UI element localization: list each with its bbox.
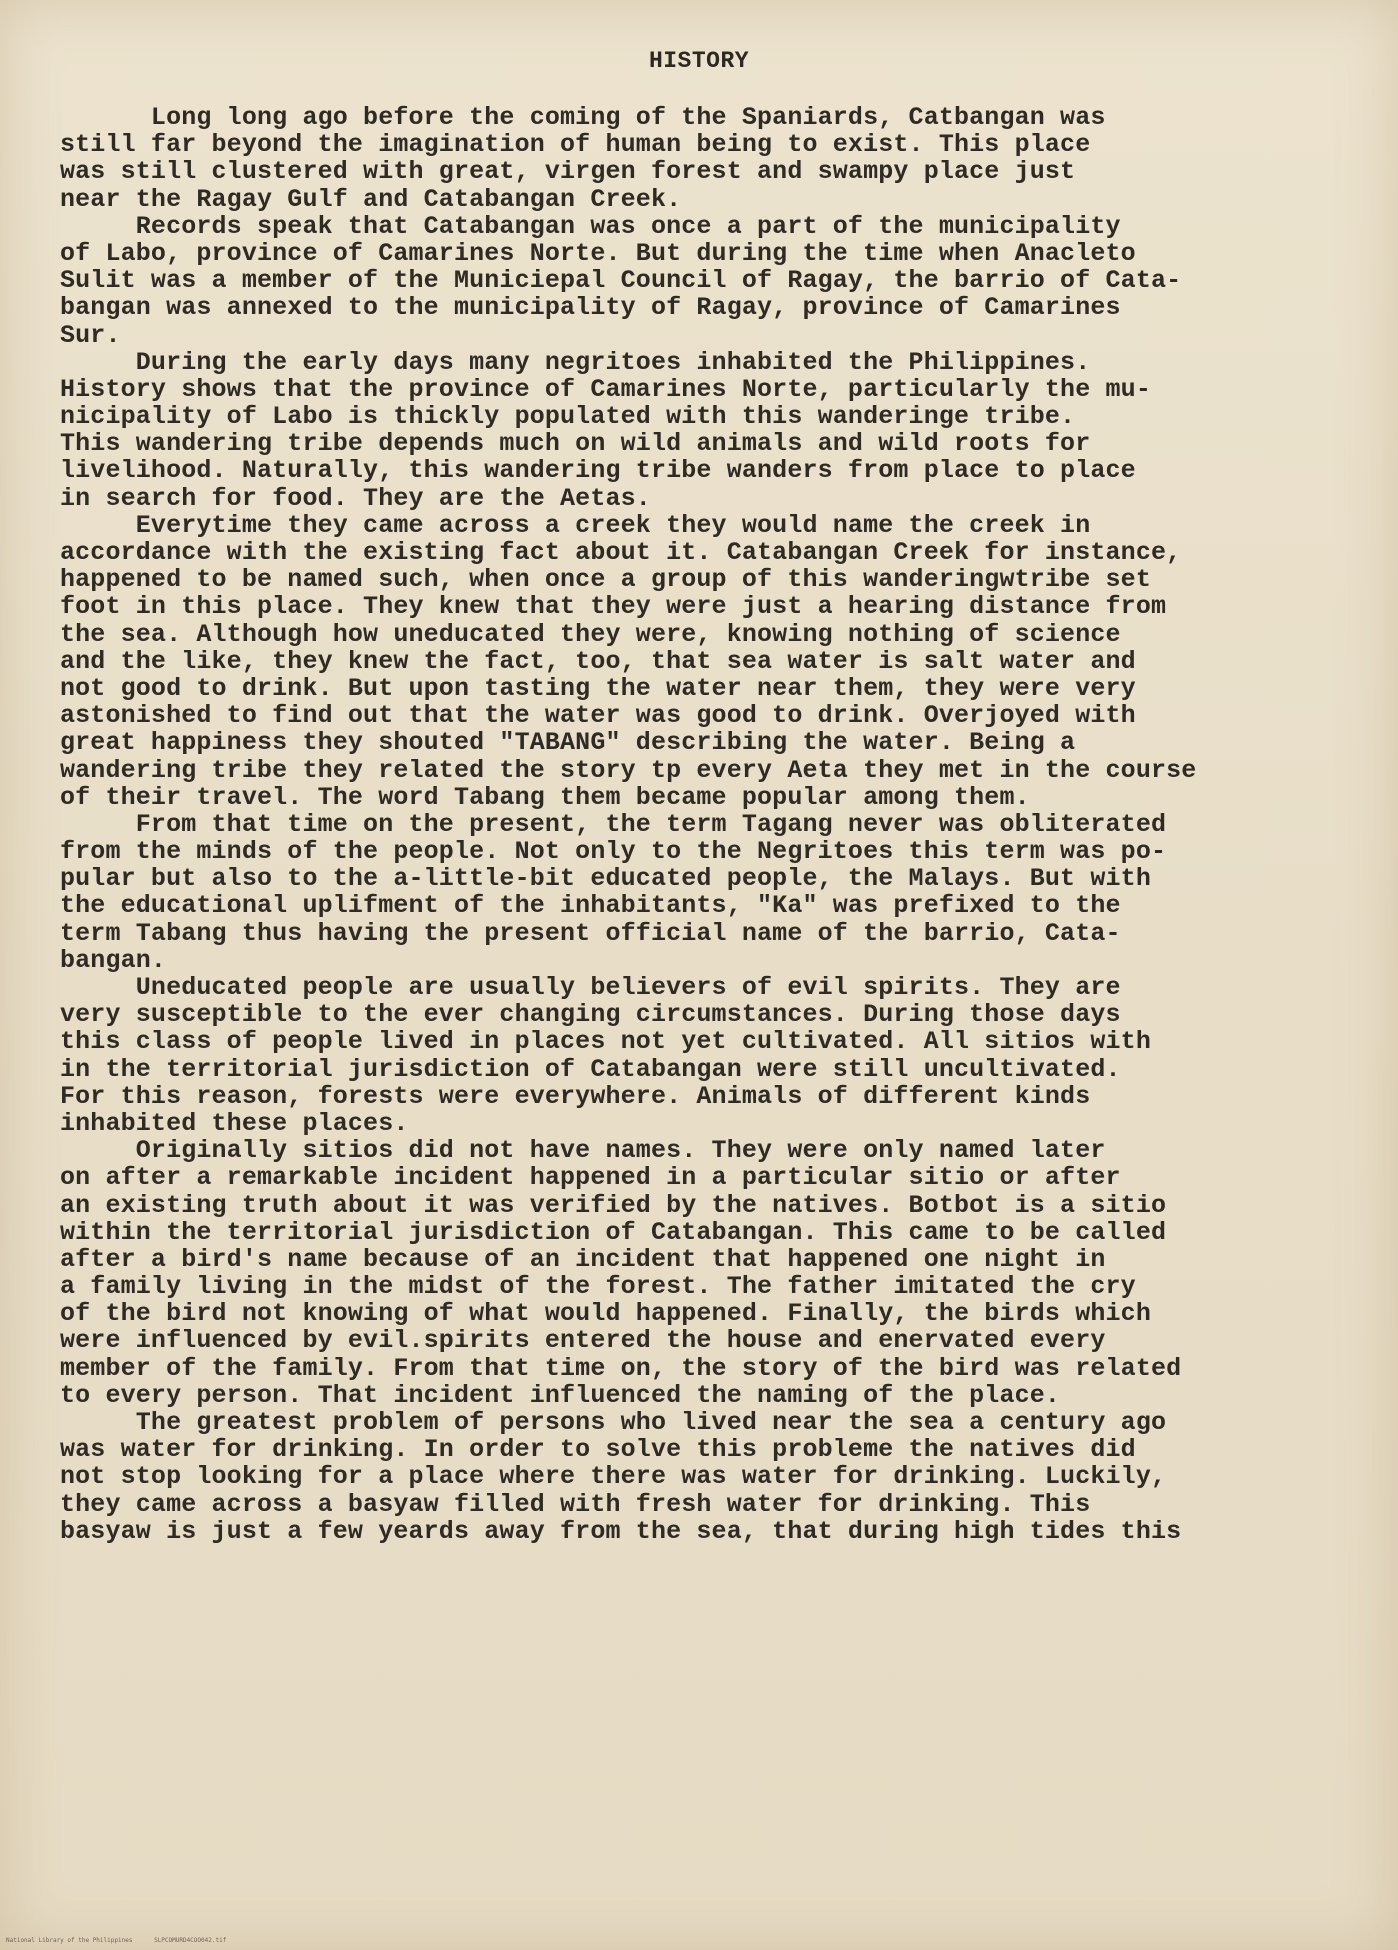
text-line: were influenced by evil.spirits entered the house and enervated every [60,1326,1106,1356]
text-line: in search for food. They are the Aetas. [60,483,651,513]
text-line: basyaw is just a few yeards away from the sea, that during high tides this [60,1516,1182,1546]
text-line: member of the family. From that time on, the story of the bird was related [60,1353,1182,1383]
body-text [60,104,1390,1545]
text-line: they came across a basyaw filled with fresh water for drinking. This [60,1489,1091,1519]
text-line: bangan was annexed to the municipality of Ragay, province of Camarines [60,293,1121,323]
scan-footer [6,1937,226,1944]
text-line: in the territorial jurisdiction of Catabangan were still uncultivated. [60,1054,1121,1084]
text-line: foot in this place. They knew that they were just a hearing distance from [60,592,1167,622]
text-line: of the bird not knowing of what would happened. Finally, the birds which [60,1299,1151,1329]
text-line: pular but also to the a-little-bit educated people, the Malays. But with [60,864,1151,894]
text-line: on after a remarkable incident happened in a particular sitio or after [60,1163,1121,1193]
text-line: after a bird's name because of an incident that happened one night in [60,1244,1106,1274]
text-line: happened to be named such, when once a group of this wanderingwtribe set [60,565,1151,595]
text-line: livelihood. Naturally, this wandering tribe wanders from place to place [60,456,1136,486]
text-line: from the minds of the people. Not only to the Negritoes this term was po- [60,837,1167,867]
text-line: within the territorial jurisdiction of Catabangan. This came to be called [60,1217,1167,1247]
text-line: still far beyond the imagination of human being to exist. This place [60,130,1091,160]
text-line: of their travel. The word Tabang them became popular among them. [60,782,1030,812]
file-id: SLPCOMURD4COO042.tif [154,1937,227,1944]
text-line: near the Ragay Gulf and Catabangan Creek. [60,184,682,214]
text-line: great happiness they shouted "TABANG" describing the water. Being a [60,728,1076,758]
text-line: very susceptible to the ever changing circumstances. During those days [60,1000,1121,1030]
text-line: of Labo, province of Camarines Norte. But during the time when Anacleto [60,238,1136,268]
text-line: For this reason, forests were everywhere. Animals of different kinds [60,1081,1091,1111]
text-line: a family living in the midst of the forest. The father imitated the cry [60,1272,1136,1302]
text-line: Uneducated people are usually believers of evil spirits. They are [60,973,1121,1002]
text-line: Long long ago before the coming of the Spaniards, Catbangan was [60,103,1106,132]
text-line: Originally sitios did not have names. They were only named later [60,1136,1106,1166]
text-line: this class of people lived in places not yet cultivated. All sitios with [60,1027,1151,1057]
text-line: was still clustered with great, virgen forest and swampy place just [60,157,1076,187]
text-line: From that time on the present, the term Tagang never was obliterated [60,809,1167,839]
text-line: This wandering tribe depends much on wild animals and wild roots for [60,429,1091,459]
text-line: and the like, they knew the fact, too, that sea water is salt water and [60,646,1136,676]
text-line: During the early days many negritoes inhabited the Philippines. [60,347,1091,377]
text-line: wandering tribe they related the story tp every Aeta they met in the course [60,755,1197,785]
text-line: astonished to find out that the water was good to drink. Overjoyed with [60,701,1136,731]
text-line: The greatest problem of persons who lived near the sea a century ago [60,1408,1167,1437]
text-line: nicipality of Labo is thickly populated with this wanderinge tribe. [60,402,1076,432]
text-line: Sulit was a member of the Municiepal Council of Ragay, the barrio of Cata- [60,266,1182,296]
text-line: the sea. Although how uneducated they were, knowing nothing of science [60,619,1121,649]
text-line: not stop looking for a place where there was water for drinking. Luckily, [60,1462,1167,1492]
text-line: the educational uplifment of the inhabitants, "Ka" was prefixed to the [60,891,1121,921]
text-line: term Tabang thus having the present official name of the barrio, Cata- [60,918,1121,948]
text-line: to every person. That incident influenced the naming of the place. [60,1380,1061,1410]
page-title: HISTORY [648,48,750,74]
text-line: Records speak that Catabangan was once a part of the municipality [60,211,1121,241]
text-line: accordance with the existing fact about it. Catabangan Creek for instance, [60,538,1182,567]
text-line: inhabited these places. [60,1108,409,1138]
text-line: not good to drink. But upon tasting the water near them, they were very [60,673,1136,703]
text-line: was water for drinking. In order to solve this probleme the natives did [60,1435,1136,1465]
text-line: History shows that the province of Camarines Norte, particularly the mu- [60,374,1151,404]
text-line: bangan. [60,945,167,975]
text-line: Everytime they came across a creek they would name the creek in [60,510,1091,540]
text-line: Sur. [60,320,121,350]
text-line: an existing truth about it was verified by the natives. Botbot is a sitio [60,1190,1167,1220]
library-credit: National Library of the Philippines [6,1937,133,1944]
